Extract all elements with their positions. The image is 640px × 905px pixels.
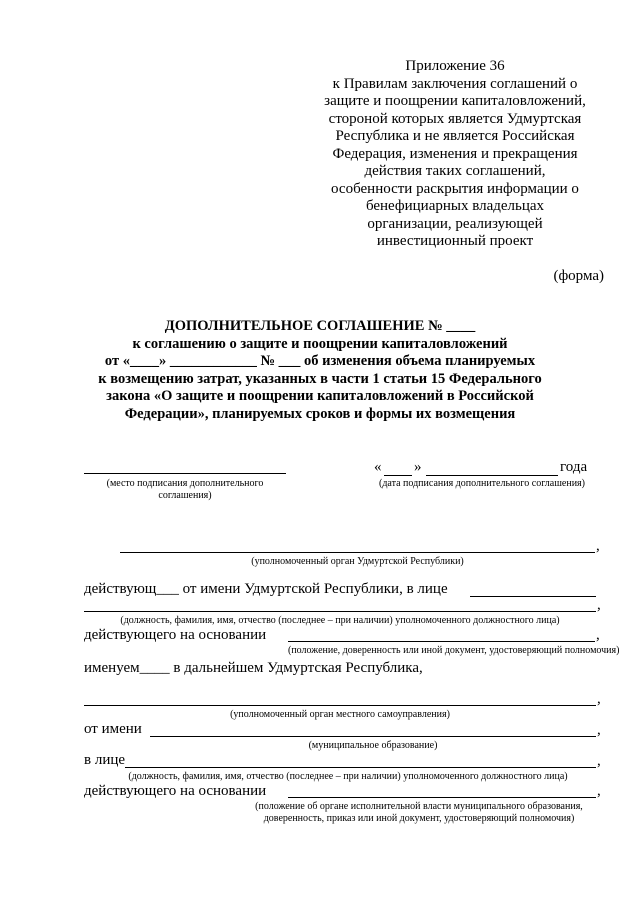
annex-line: бенефициарных владельцах	[365, 198, 545, 214]
comma: ,	[596, 627, 600, 643]
annex-line: защите и поощрении капиталовложений,	[324, 93, 586, 109]
title-line: к возмещению затрат, указанных в части 1 статьи 15 Федерального	[98, 370, 542, 387]
municipal-official-field[interactable]	[125, 767, 596, 768]
municipal-organ-hint: (уполномоченный орган местного самоуправления)	[230, 709, 450, 720]
basis-text: действующего на основании	[84, 627, 267, 643]
acting-person-field-start[interactable]	[470, 596, 596, 597]
form-label: (форма)	[553, 268, 604, 284]
annex-line: Республика и не является Российская	[335, 128, 575, 144]
named-text: именуем____ в дальнейшем Удмуртская Республика,	[84, 660, 423, 676]
comma: ,	[596, 538, 600, 554]
annex-line: стороной которых является Удмуртская	[328, 110, 582, 127]
republic-official-hint: (должность, фамилия, имя, отчество (последнее – при наличии) уполномоченного должностного лица)	[120, 615, 560, 626]
date-open-quote: «	[374, 459, 382, 475]
municipality-field[interactable]	[150, 736, 596, 737]
municipal-basis-field[interactable]	[288, 797, 596, 798]
republic-organ-hint: (уполномоченный орган Удмуртской Республики)	[251, 556, 464, 567]
date-month-field[interactable]	[426, 475, 558, 476]
annex-line: особенности раскрытия информации о	[331, 180, 579, 197]
annex-line: организации, реализующей	[367, 215, 543, 232]
municipal-basis-hint: (положение об органе исполнительной власти муниципального образования, доверенность, приказ или иной документ, удостоверяющий полномочия)	[255, 801, 583, 824]
on-behalf-text: от имени	[84, 721, 142, 737]
comma: ,	[597, 753, 601, 769]
annex-line: действия таких соглашений,	[364, 163, 546, 179]
in-person-text: в лице	[84, 752, 126, 768]
republic-basis-hint: (положение, доверенность или иной документ, удостоверяющий полномочия)	[288, 645, 620, 656]
title-line: ДОПОЛНИТЕЛЬНОЕ СОГЛАШЕНИЕ № ____	[164, 318, 476, 334]
municipal-official-hint: (должность, фамилия, имя, отчество (последнее – при наличии) уполномоченного должностного лица)	[128, 771, 568, 782]
annex-header	[300, 58, 610, 251]
annex-line: к Правилам заключения соглашений о	[332, 75, 578, 92]
title-line: закона «О защите и поощрении капиталовложений в Российской	[106, 388, 534, 404]
date-close-quote: »	[414, 459, 422, 475]
basis-text: действующего на основании	[84, 783, 267, 799]
year-word: года	[560, 459, 588, 475]
republic-basis-field[interactable]	[288, 641, 595, 642]
signing-place-hint: (место подписания дополнительного соглашения)	[106, 478, 264, 501]
annex-line: Федерация, изменения и прекращения	[332, 145, 578, 162]
annex-line: Приложение 36	[405, 58, 505, 74]
title-line: от «____» ____________ № ___ об изменения объема планируемых	[104, 353, 536, 369]
republic-organ-field[interactable]	[120, 552, 595, 553]
annex-line: инвестиционный проект	[376, 233, 534, 249]
comma: ,	[597, 691, 601, 707]
comma: ,	[597, 783, 601, 799]
signing-date-hint: (дата подписания дополнительного соглашения)	[379, 478, 585, 489]
municipality-hint: (муниципальное образование)	[308, 740, 438, 751]
municipal-organ-field[interactable]	[84, 705, 596, 706]
title-line: к соглашению о защите и поощрении капиталовложений	[132, 335, 508, 352]
date-day-field[interactable]	[384, 475, 412, 476]
title-line: Федерации», планируемых сроков и формы их возмещения	[124, 405, 516, 422]
comma: ,	[597, 722, 601, 738]
comma: ,	[597, 597, 601, 613]
signing-place-field[interactable]	[84, 473, 286, 474]
acting-text: действующ___ от имени Удмуртской Республики, в лице	[84, 581, 448, 597]
document-title	[40, 318, 600, 423]
republic-official-field[interactable]	[84, 611, 596, 612]
